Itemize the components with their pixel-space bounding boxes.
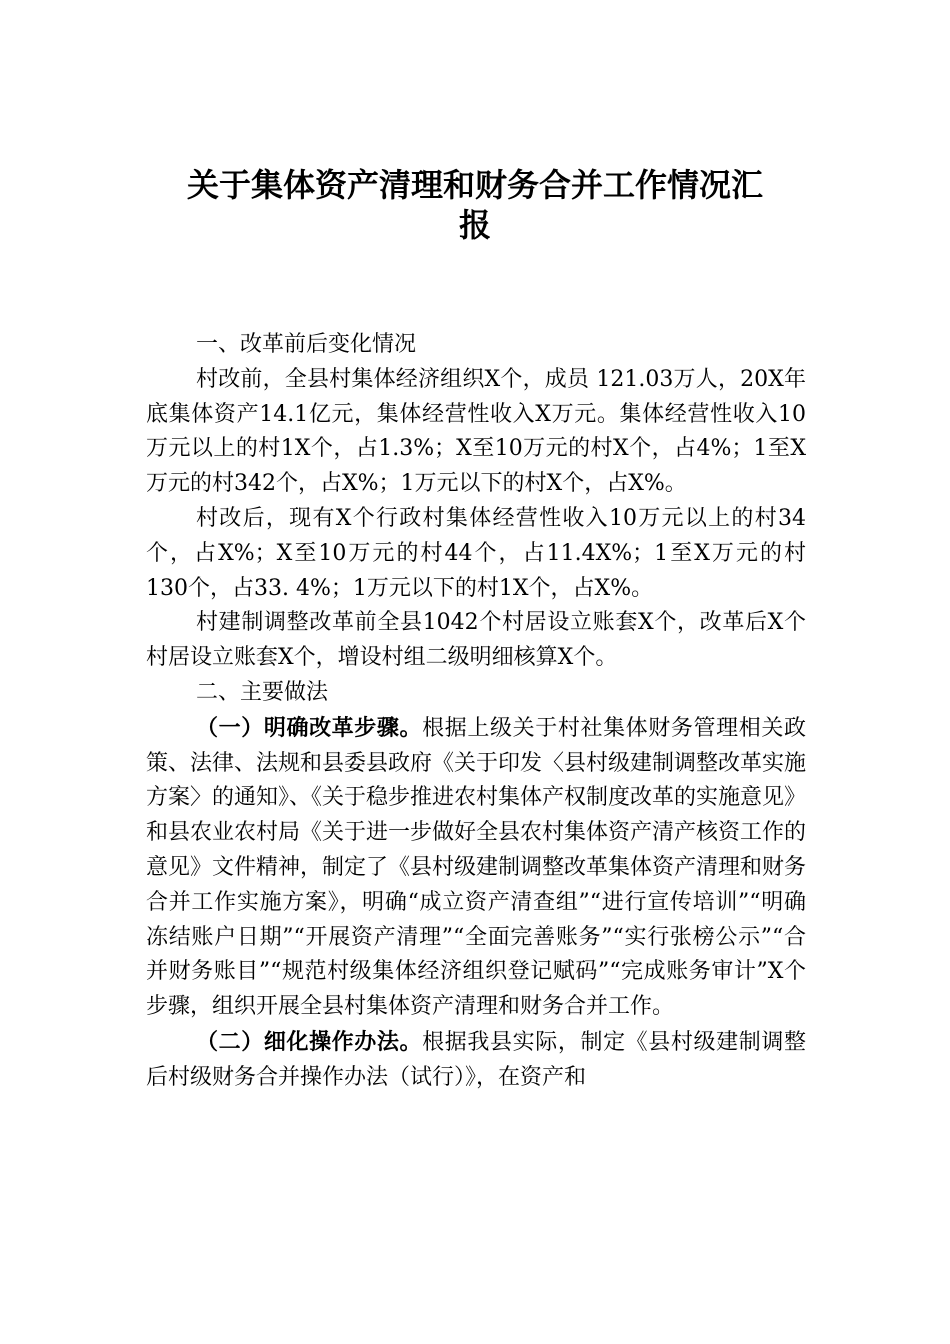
document-body (146, 328, 806, 1096)
subheading-operation-methods: （二）细化操作办法。 (196, 1028, 423, 1055)
paragraph-operation-methods (146, 1025, 806, 1096)
document-title-line-2: 报 (458, 206, 491, 244)
subheading-reform-steps: （一）明确改革步骤。 (196, 714, 423, 741)
paragraph-accounts: 村建制调整改革前全县1042个村居设立账套X个，改革后X个村居设立账套X个，增设村组二级明细核算X个。 (146, 610, 806, 671)
paragraph-reform-steps-text: 根据上级关于村社集体财务管理相关政策、法律、法规和县委县政府《关于印发〈县村级建制调整改革实施方案〉的通知》、《关于稳步推进农村集体产权制度改革的实施意见》和县农业农村局《关于进一步做好全县农村集体资产清产核资工作的意见》文件精神，制定了《县村级建制调整改革集体资产清理和财务合并工作实施方案》，明确“成立资产清查组”“进行宣传培训”“明确冻结账户日期”“开展资产清理”“全面完善账务”“实行张榜公示”“合并财务账目”“规范村级集体经济组织登记赋码”“完成账务审计”X个步骤，组织开展全县村集体资产清理和财务合并工作。 (146, 715, 807, 1020)
document-title-line-1: 关于集体资产清理和财务合并工作情况汇 (186, 166, 763, 204)
paragraph-before-reform: 村改前，全县村集体经济组织X个，成员 121.03万人，20X年底集体资产14.1亿元，集体经营性收入X万元。集体经营性收入10万元以上的村1X个，占1.3%；X至10万元的村X个，占4%；1至X万元的村342个，占X%；1万元以下的村X个，占X%。 (146, 366, 806, 497)
section-heading-1: 一、改革前后变化情况 (196, 332, 417, 357)
section-heading-2: 二、主要做法 (196, 679, 329, 705)
paragraph-reform-steps (146, 711, 806, 1025)
paragraph-after-reform: 村改后，现有X个行政村集体经营性收入10万元以上的村34个，占X%；X至10万元的村44个，占11.4X%；1至X万元的村130个，占33. 4%；1万元以下的村1X个，占X%。 (146, 505, 806, 601)
paragraph-operation-methods-text: 根据我县实际，制定《县村级建制调整后村级财务合并操作办法（试行）》，在资产和 (146, 1029, 806, 1090)
